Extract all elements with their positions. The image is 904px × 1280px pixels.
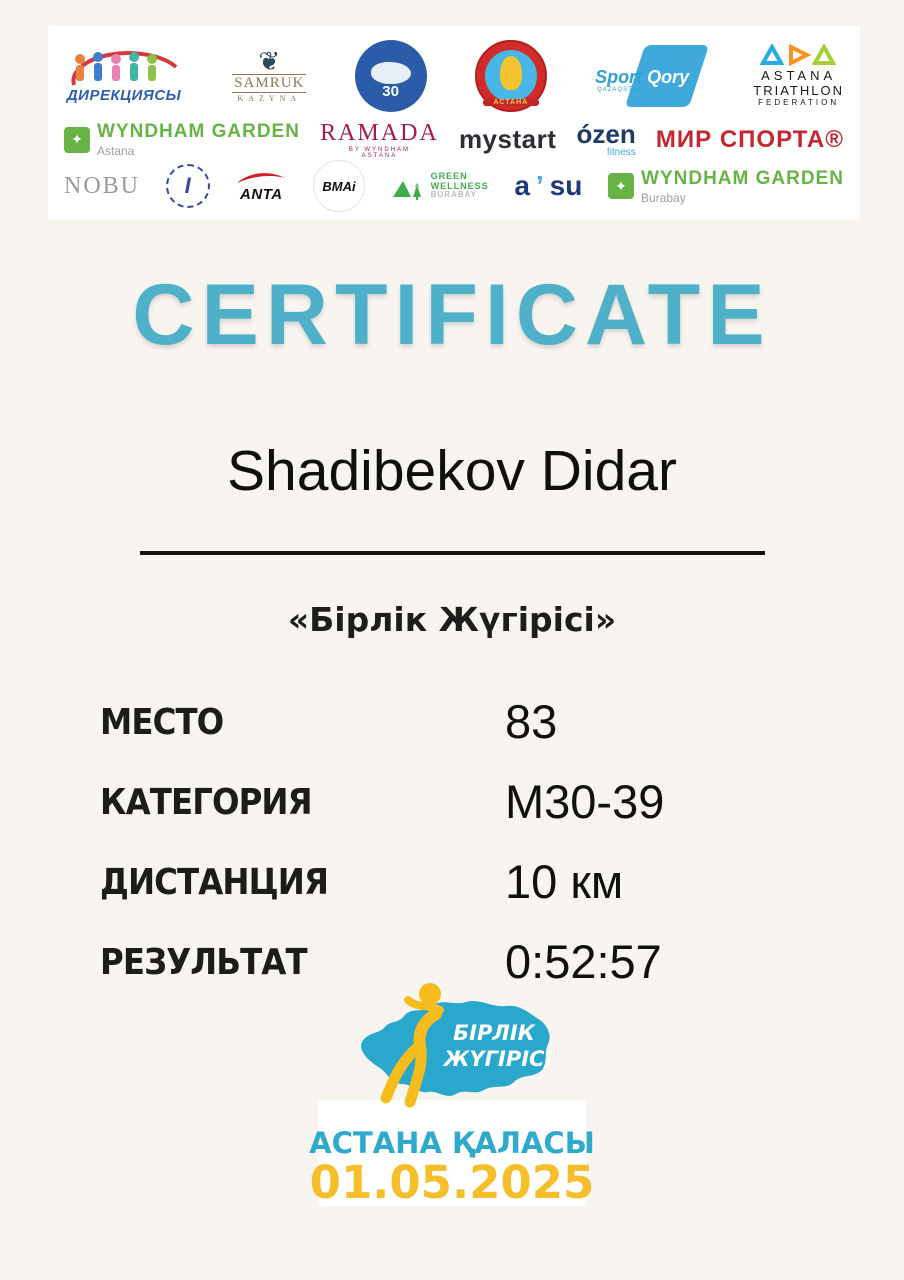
triathlon-line2: TRIATHLON: [753, 83, 844, 99]
field-category-value: M30-39: [505, 775, 665, 828]
event-name: «Бірлік Жүгірісі»: [287, 600, 617, 639]
asu-rest: su: [549, 170, 583, 201]
triathlon-line3: FEDERATION: [758, 98, 840, 108]
triathlon-words: [753, 68, 844, 107]
ozen-sub: fitness: [606, 146, 636, 158]
sponsor-logos-panel: [48, 26, 860, 220]
ramada-main: RAMADA: [320, 120, 439, 147]
joma-swoosh-icon: Ɩ: [184, 173, 191, 198]
mystart-logo: mystart: [458, 124, 557, 155]
footer-city: АСТАНА ҚАЛАСЫ: [309, 1126, 595, 1160]
astana-city-emblem: [475, 40, 547, 112]
sports-directorate-logo: [64, 47, 184, 104]
green-wellness-logo: [391, 171, 489, 201]
nobu-logo: NOBU: [64, 172, 141, 199]
triathlon-triangles-icon: [760, 44, 838, 66]
astana-triathlon-federation-logo: [753, 44, 844, 107]
field-distance-value: 10 км: [505, 855, 624, 908]
kazakhstan-map-silhouette-icon: [371, 62, 411, 84]
footer-date: 01.05.2025: [309, 1156, 595, 1209]
mir-sporta-logo: МИР СПОРТА®: [655, 125, 844, 153]
sponsor-row-3: [64, 162, 844, 210]
event-logo-line1: БІРЛІК: [453, 1021, 535, 1045]
mountain-trees-icon: [391, 171, 425, 201]
sportqory-word2: Qory: [647, 66, 690, 87]
wyndham-burabay-main: WYNDHAM GARDEN: [641, 167, 844, 189]
field-result: [100, 935, 820, 988]
kazakhstan-30-anniversary-emblem: [355, 40, 427, 112]
sportqory-logo: [595, 41, 705, 111]
runners-icon: [64, 47, 184, 87]
samruk-kazyna-logo: [232, 48, 306, 103]
field-place: [100, 695, 820, 748]
field-distance: [100, 855, 820, 908]
astana-emblem-banner: АСТАНА: [483, 99, 539, 106]
field-place-value: 83: [505, 695, 558, 748]
wyndham-burabay-sub: Burabay: [641, 190, 686, 205]
bmai-logo: BMAi: [313, 160, 365, 212]
wyndham-garden-astana-logo: [64, 121, 300, 158]
sponsor-row-1: [64, 34, 844, 117]
kazakhstan-map-runner-icon: [352, 980, 567, 1110]
field-result-label: РЕЗУЛЬТАТ: [100, 942, 307, 983]
ramada-sub2: ASTANA: [361, 153, 398, 160]
wyndham-astana-main: WYNDHAM GARDEN: [97, 121, 300, 143]
ozen-main: ózen: [576, 118, 636, 149]
sportqory-sub: QAZAQSTAN: [597, 86, 643, 93]
anta-swoosh-icon: [235, 170, 287, 186]
wyndham-leaf-icon: ✦: [608, 173, 634, 199]
samruk-line1: SAMRUK: [234, 75, 305, 92]
samruk-emblem-icon: ❦: [258, 46, 281, 77]
samruk-line2: KAZYNA: [237, 94, 302, 104]
asu-logo: [514, 170, 582, 202]
sportqory-word1: Sport: [595, 66, 643, 87]
name-underline: [140, 551, 765, 555]
anta-text: ANTA: [240, 185, 283, 203]
joma-logo: [166, 164, 210, 208]
wyndham-garden-burabay-logo: [608, 168, 844, 205]
wyndham-leaf-icon: ✦: [64, 127, 90, 153]
green-wellness-line2: WELLNESS: [430, 180, 489, 191]
participant-name: Shadibekov Didar: [227, 439, 677, 503]
ramada-logo: [320, 120, 439, 159]
field-distance-label: ДИСТАНЦИЯ: [100, 862, 329, 903]
event-logo-line2: ЖҮГІРІСІ: [443, 1047, 553, 1071]
green-wellness-line1: GREEN: [430, 171, 468, 182]
anniversary-number: 30: [382, 82, 399, 100]
wyndham-burabay-text: [641, 168, 844, 205]
ramada-sub1: BY WYNDHAM: [348, 147, 411, 154]
field-result-value: 0:52:57: [505, 935, 662, 988]
wyndham-astana-text: [97, 121, 300, 158]
sports-directorate-label: ДИРЕКЦИЯСЫ: [66, 87, 182, 105]
sponsor-row-2: [64, 117, 844, 162]
astana-emblem-inner: [485, 50, 537, 102]
anta-logo: [235, 170, 287, 203]
green-wellness-text: [431, 172, 489, 199]
ozen-fitness-logo: [576, 118, 636, 158]
green-wellness-line3: BURABAY: [430, 190, 477, 200]
wyndham-astana-sub: Astana: [97, 144, 135, 159]
triathlon-line1: ASTANA: [761, 68, 837, 84]
field-category: [100, 775, 820, 828]
event-logo: [352, 980, 567, 1110]
field-category-label: КАТЕГОРИЯ: [100, 782, 312, 823]
field-place-label: МЕСТО: [100, 702, 224, 743]
shanyrak-icon: [500, 56, 522, 90]
certificate-title: CERTIFICATE: [132, 267, 772, 363]
asu-pre: a: [514, 170, 530, 201]
asu-drop-icon: ʼ: [535, 170, 544, 201]
